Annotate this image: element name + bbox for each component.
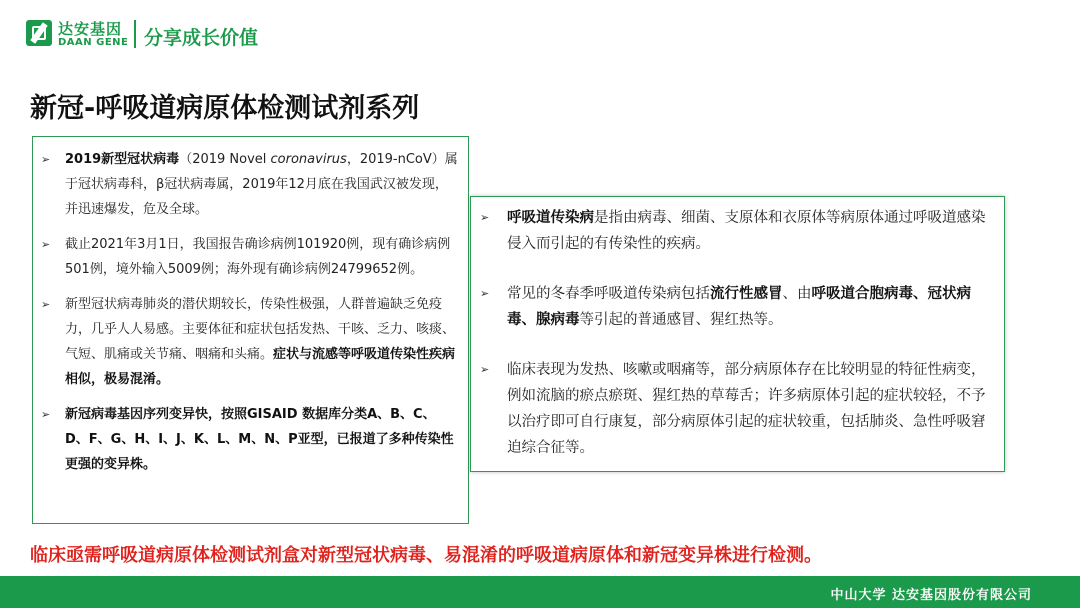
bullet-arrow-icon: ➢ (41, 153, 51, 166)
left-bullet-3 (33, 292, 458, 392)
right-bullet-2-bold-2: 呼吸道合胞病毒、冠状病毒、腺病毒 (507, 286, 971, 328)
left-bullet-1-bold: 2019新型冠状病毒 (65, 152, 180, 167)
right-bullet-1-text: 是指由病毒、细菌、支原体和衣原体等病原体通过呼吸道感染侵入而引起的有传染性的疾病。 (507, 210, 986, 252)
logo-chinese-name: 达安基因 (58, 20, 123, 38)
left-bullet-4 (33, 402, 458, 477)
conclusion-statement: 临床亟需呼吸道病原体检测试剂盒对新型冠状病毒、易混淆的呼吸道病原体和新冠变异株进行检测。 (30, 545, 822, 566)
right-bullet-1 (471, 205, 994, 257)
left-info-box (32, 136, 469, 524)
logo-divider (134, 20, 136, 48)
slogan: 分享成长价值 (144, 27, 259, 49)
left-bullet-1-text-a: （2019 Novel (179, 152, 271, 167)
right-bullet-3 (471, 357, 994, 461)
right-info-box (470, 196, 1005, 472)
slide-header (0, 0, 1080, 70)
left-bullet-3-bold: 症状与流感等呼吸道传染性疾病相似，极易混淆。 (65, 347, 456, 387)
right-bullet-2-text-c: 等引起的普通感冒、猩红热等。 (579, 312, 783, 328)
left-bullet-1-italic: coronavirus (270, 152, 347, 167)
footer-company-name: 中山大学 达安基因股份有限公司 (830, 588, 1032, 603)
slide-title: 新冠-呼吸道病原体检测试剂系列 (30, 93, 420, 124)
right-bullet-2-text-a: 常见的冬春季呼吸道传染病包括 (507, 286, 710, 302)
right-bullet-1-bold: 呼吸道传染病 (507, 210, 594, 226)
right-bullet-2 (471, 281, 994, 333)
left-bullet-2-text: 截止2021年3月1日，我国报告确诊病例101920例，现有确诊病例501例，境外输入5009例；海外现有确诊病例24799652例。 (65, 237, 451, 277)
bullet-arrow-icon: ➢ (480, 287, 490, 300)
left-bullet-4-bold: 新冠病毒基因序列变异快，按照GISAID 数据库分类A、B、C、D、F、G、H、I、J、K、L、M、N、P亚型，已报道了多种传染性更强的变异株。 (65, 407, 454, 472)
daan-gene-logo-icon (26, 20, 52, 46)
left-bullet-3-text: 新型冠状病毒肺炎的潜伏期较长，传染性极强，人群普遍缺乏免疫力，几乎人人易感。主要体征和症状包括发热、干咳、乏力、咳痰、气短、肌痛或关节痛、咽痛和头痛。 (65, 297, 456, 362)
bullet-arrow-icon: ➢ (41, 298, 51, 311)
left-bullet-2 (33, 232, 458, 282)
logo-english-name: DAAN GENE (58, 37, 129, 48)
footer-bar (0, 576, 1080, 608)
right-bullet-2-text-b: 、由 (782, 286, 812, 302)
left-bullet-1-text-b: ，2019-nCoV）属于冠状病毒科，β冠状病毒属，2019年12月底在我国武汉被发现，并迅速爆发，危及全球。 (65, 152, 458, 217)
left-bullet-1 (33, 147, 458, 222)
bullet-arrow-icon: ➢ (41, 238, 51, 251)
bullet-arrow-icon: ➢ (480, 363, 490, 376)
bullet-arrow-icon: ➢ (41, 408, 51, 421)
right-bullet-2-bold-1: 流行性感冒 (710, 286, 783, 302)
bullet-arrow-icon: ➢ (480, 211, 490, 224)
right-bullet-3-text: 临床表现为发热、咳嗽或咽痛等，部分病原体存在比较明显的特征性病变，例如流脑的瘀点瘀斑、猩红热的草莓舌；许多病原体引起的症状较轻，不予以治疗即可自行康复，部分病原体引起的症状较重，包括肺炎、急性呼吸窘迫综合征等。 (507, 362, 986, 456)
